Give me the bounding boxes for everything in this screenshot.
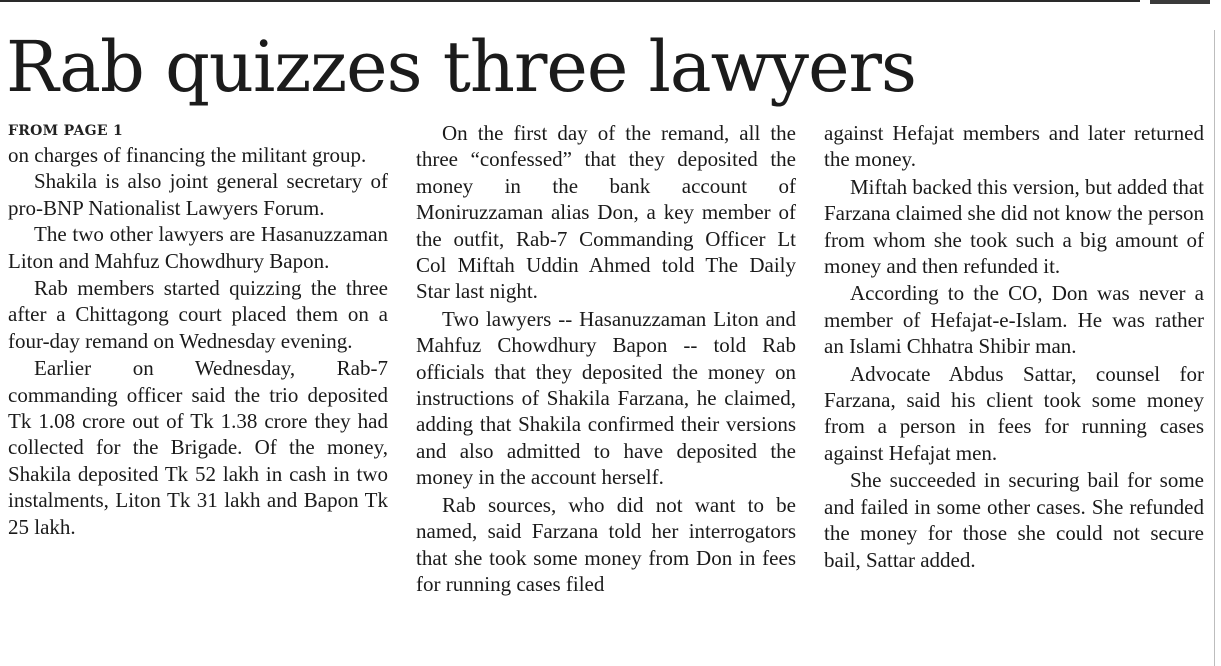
paragraph: Rab members started quizzing the three after a Chittagong court placed them on a four-day remand on Wednesday evening. — [8, 276, 388, 353]
page-edge-line — [1214, 30, 1215, 666]
paragraph: on charges of financing the militant group. — [8, 143, 367, 167]
column-3 — [824, 120, 1204, 597]
page-number-mark — [1150, 0, 1210, 4]
paragraph: She succeeded in securing bail for some and failed in some other cases. She refunded the money for those she could not secure bail, Sattar added. — [824, 468, 1204, 572]
paragraph: Advocate Abdus Sattar, counsel for Farzana, said his client took some money from a person in fees for running cases against Hefajat men. — [824, 361, 1204, 465]
paragraph: According to the CO, Don was never a member of Hefajat-e-Islam. He was rather an Islami Chhatra Shibir man. — [824, 281, 1204, 359]
column-1 — [8, 120, 388, 597]
continuation-kicker: FROM PAGE 1 — [8, 123, 124, 139]
paragraph: against Hefajat members and later returned the money. — [824, 121, 1204, 172]
paragraph: Miftah backed this version, but added that Farzana claimed she did not know the person from whom she took such a big amount of money and then refunded it. — [824, 174, 1204, 279]
article-headline: Rab quizzes three lawyers — [6, 26, 916, 108]
paragraph: Earlier on Wednesday, Rab-7 commanding officer said the trio deposited Tk 1.08 crore out of Tk 1.38 crore they had collected for the Brigade. Of the money, Shakila deposited Tk 52 lakh in cash in two instalments, Liton Tk 31 lakh and Bapon Tk 25 lakh. — [8, 356, 388, 539]
paragraph: The two other lawyers are Hasanuzzaman Liton and Mahfuz Chowdhury Bapon. — [8, 222, 388, 273]
paragraph: On the first day of the remand, all the three “confessed” that they deposited the money in the bank account of Moniruzzaman alias Don, a key member of the outfit, Rab-7 Commanding Officer Lt Col Miftah Uddin Ahmed told The Daily Star last night. — [416, 121, 796, 304]
top-rule — [0, 0, 1140, 2]
paragraph: Shakila is also joint general secretary of pro-BNP Nationalist Lawyers Forum. — [8, 169, 388, 220]
column-2 — [416, 120, 796, 597]
article-body — [8, 120, 1204, 597]
paragraph: Two lawyers -- Hasanuzzaman Liton and Mahfuz Chowdhury Bapon -- told Rab officials that they deposited the money on instructions of Shakila Farzana, he claimed, adding that Shakila confirmed their versions and also admitted to have deposited the money in the account herself. — [416, 306, 796, 490]
paragraph: Rab sources, who did not want to be named, said Farzana told her interrogators that she took some money from Don in fees for running cases filed — [416, 492, 796, 596]
